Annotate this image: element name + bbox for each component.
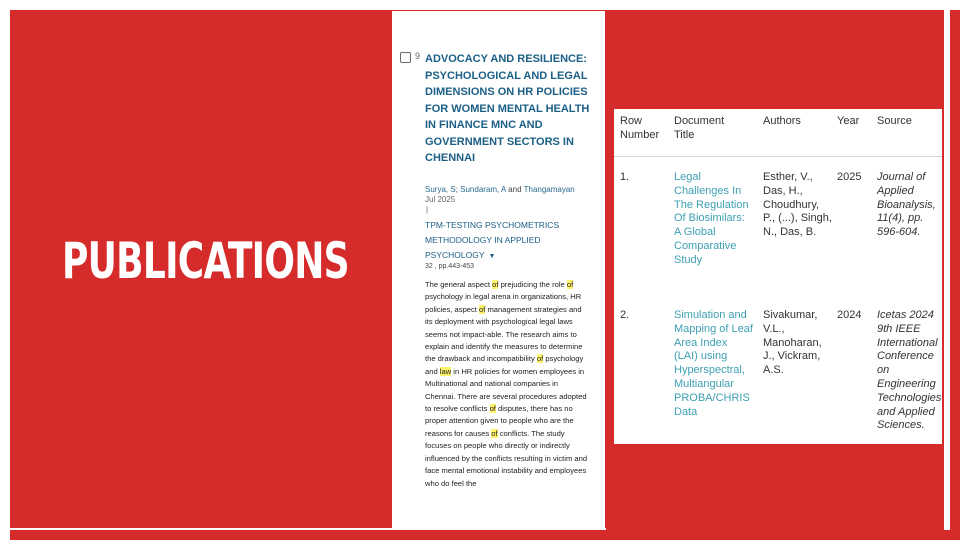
- abstract-segment: The general aspect: [425, 280, 493, 289]
- authors-cell: Esther, V., Das, H., Choudhury, P., (...), Singh, N., Das, B.: [763, 171, 832, 239]
- row-number: 2.: [620, 309, 630, 321]
- frame-line-left: [0, 0, 10, 540]
- search-highlight: of: [489, 404, 496, 414]
- search-highlight: of: [566, 280, 574, 289]
- abstract-segment: disputes, there has no proper attention given to people who are the reasons for causes: [425, 404, 574, 438]
- publication-date: Jul 2025: [425, 195, 456, 204]
- source-cell: Icetas 2024 9th IEEE International Conference on Engineering Technologies and Applied Sciences.: [877, 309, 942, 432]
- journal-name: TPM-TESTING PSYCHOMETRICS METHODOLOGY IN APPLIED PSYCHOLOGY: [425, 220, 560, 260]
- search-highlight: of: [536, 354, 544, 364]
- select-checkbox[interactable]: [400, 52, 411, 63]
- author-link[interactable]: Surya, S: [425, 185, 456, 194]
- slide-title: PUBLICATIONS: [62, 232, 349, 290]
- search-highlight: of: [492, 280, 499, 289]
- abstract-segment: psychology and: [425, 354, 584, 376]
- header-divider: [614, 156, 942, 157]
- abstract-segment: conflicts. The study focuses on people who directly or indirectly influenced by the conflicts resulting in victim and face mental emotional instability and employees who do feel the: [425, 428, 588, 488]
- row-number: 1.: [620, 171, 630, 183]
- result-number: 9: [415, 51, 421, 61]
- source-cell: Journal of Applied Bioanalysis, 11(4), pp. 596-604.: [877, 171, 936, 239]
- column-header-year: Year: [837, 115, 860, 127]
- journal-link[interactable]: [425, 218, 575, 264]
- abstract-segment: prejudicing the role: [498, 280, 567, 289]
- frame-line-bottom: [10, 528, 606, 530]
- search-highlight: of: [491, 428, 498, 438]
- document-title-link[interactable]: Legal Challenges In The Regulation Of Biosimilars: A Global Comparative Study: [674, 171, 749, 266]
- column-header-authors: Authors: [763, 115, 801, 127]
- column-header-source: Source: [877, 115, 912, 127]
- publications-table: [614, 109, 942, 444]
- search-highlight: law: [439, 366, 452, 376]
- author-separator: ;: [455, 185, 461, 194]
- meta-separator: |: [426, 205, 429, 214]
- article-screenshot-card: [392, 11, 605, 528]
- frame-line-top: [0, 0, 960, 10]
- column-header-document-title: Document Title: [674, 115, 725, 141]
- frame-line-right: [944, 10, 950, 530]
- article-title-link[interactable]: ADVOCACY AND RESILIENCE: PSYCHOLOGICAL AND LEGAL DIMENSIONS ON HR POLICIES FOR WOMEN MENTAL HEALTH IN FINANCE MNC AND GOVERNMENT SECTORS IN CHENNAI: [425, 53, 590, 164]
- author-list: [425, 184, 605, 195]
- column-header-row-number: Row Number: [620, 115, 660, 141]
- chevron-down-icon[interactable]: ▼: [488, 253, 496, 260]
- abstract-segment: psychology in legal arena in organizations, HR policies, aspect: [425, 292, 582, 314]
- abstract-segment: in HR policies for women employees in Multinational and national companies in Chennai. There are several procedures adopted to resolve conflicts: [425, 366, 587, 414]
- author-link[interactable]: Thangamayan: [523, 185, 575, 194]
- year-cell: 2024: [837, 309, 862, 321]
- abstract-segment: management strategies and its deployment with psychological legal laws seems not impact-able. The research aims to explain and identify the measures to determine the drawback and incompatibility: [425, 304, 583, 364]
- abstract-text: [425, 279, 590, 490]
- year-cell: 2025: [837, 171, 862, 183]
- search-highlight: of: [479, 304, 486, 314]
- document-title-link[interactable]: Simulation and Mapping of Leaf Area Index (LAI) using Hyperspectral, Multiangular PROBA/CHRIS Data: [674, 309, 753, 418]
- authors-cell: Sivakumar, V.L., Manoharan, J., Vickram, A.S.: [763, 309, 822, 377]
- author-link[interactable]: Sundaram, A: [460, 185, 506, 194]
- author-separator: and: [505, 185, 524, 194]
- page-range: 32 , pp.443-453: [425, 263, 475, 270]
